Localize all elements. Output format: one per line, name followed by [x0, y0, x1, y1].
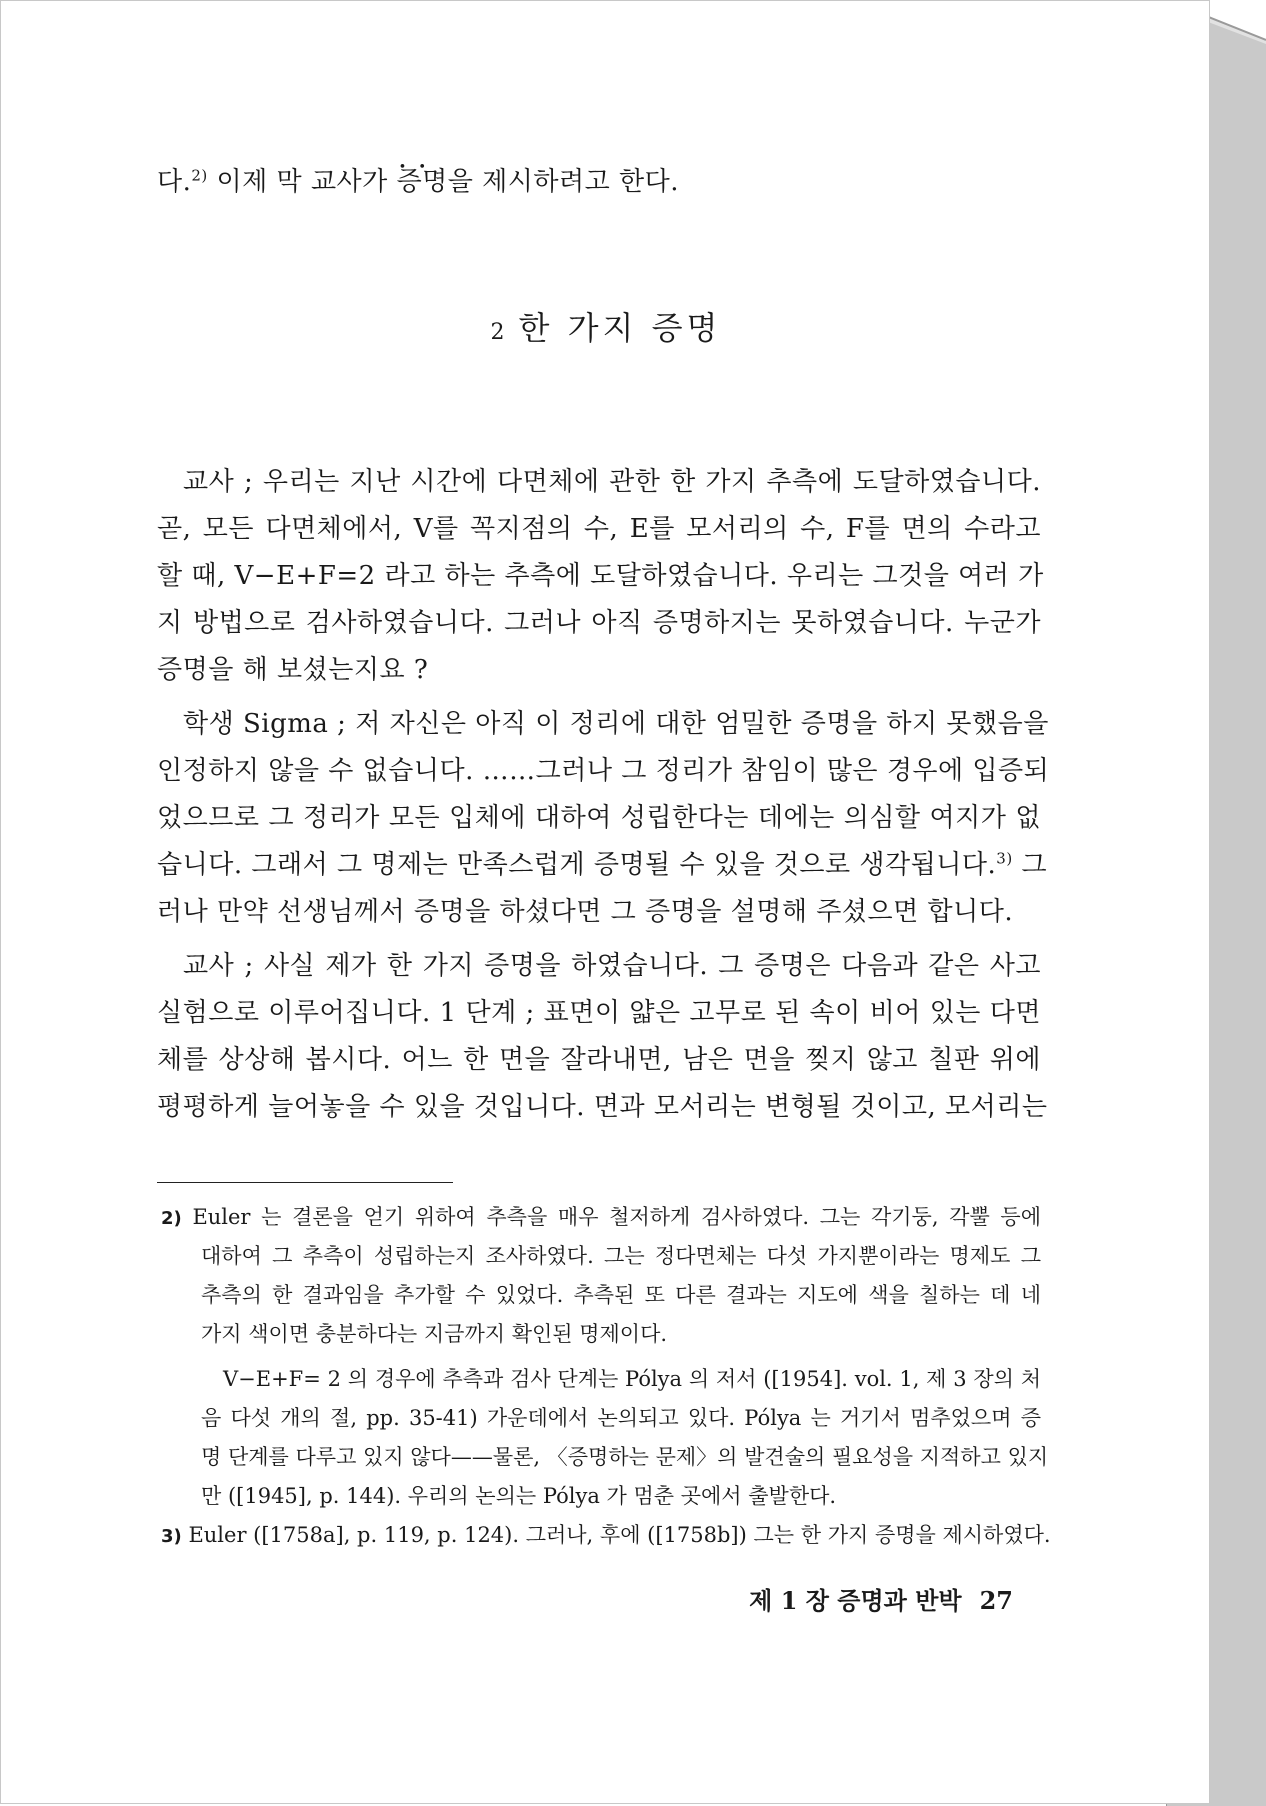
page-number: 27 [979, 1586, 1013, 1615]
footnote-2b-line: 만 ([1945], p. 144). 우리의 논의는 Pólya 가 멈춘 곳에서 출발한다. [201, 1484, 837, 1508]
section-title: 한 가지 증명 [518, 309, 722, 347]
body-line: 증명을 해 보셨는지요 ? [157, 655, 429, 685]
section-heading [1, 303, 1211, 349]
top-line-text-end: 을 제시하려고 한다. [447, 167, 680, 197]
section-number: 2 [490, 320, 505, 345]
body-line: 곧, 모든 다면체에서, V를 꼭지점의 수, E를 모서리의 수, F를 면의 수라고 [157, 514, 1041, 544]
body-line: 평평하게 늘어놓을 수 있을 것입니다. 면과 모서리는 변형될 것이고, 모서리는 [157, 1092, 1048, 1122]
footnote-2b-line: V−E+F= 2 의 경우에 추측과 검사 단계는 Pólya 의 저서 ([1954]. vol. 1, 제 3 장의 처 [223, 1367, 1041, 1391]
footnote-3-line [161, 1517, 1051, 1555]
footnote-separator [157, 1182, 453, 1183]
footnote-2-number: 2) [161, 1208, 182, 1229]
top-line-start: 다. [157, 167, 192, 197]
chapter-title: 제 1 장 증명과 반박 [749, 1586, 962, 1615]
footnote-2-line: 가지 색이면 충분하다는 지금까지 확인된 명제이다. [201, 1322, 668, 1346]
footnote-ref-3: 3) [996, 849, 1013, 868]
body-line: 할 때, V−E+F=2 라고 하는 추측에 도달하였습니다. 우리는 그것을 여러 가 [157, 561, 1044, 591]
body-line: 지 방법으로 검사하였습니다. 그러나 아직 증명하지는 못하였습니다. 누군가 [157, 608, 1041, 638]
body-line: 학생 Sigma ; 저 자신은 아직 이 정리에 대한 엄밀한 증명을 하지 못했음을 [183, 709, 1049, 739]
body-line: 었으므로 그 정리가 모든 입체에 대하여 성립한다는 데에는 의심할 여지가 없 [157, 803, 1041, 833]
body-line: 실험으로 이루어집니다. 1 단계 ; 표면이 얇은 고무로 된 속이 비어 있는 다면 [157, 998, 1041, 1028]
top-continuation-line [157, 159, 1041, 205]
footnote-2b-line: 음 다섯 개의 절, pp. 35-41) 가운데에서 논의되고 있다. Pólya 는 거기서 멈추었으며 증 [201, 1406, 1041, 1430]
body-line: 러나 만약 선생님께서 증명을 하셨다면 그 증명을 설명해 주셨으면 합니다. [157, 897, 1014, 927]
footnote-ref-2: 2) [191, 166, 208, 185]
running-footer [749, 1581, 1013, 1616]
footnote-2-line [161, 1199, 1041, 1237]
body-line-with-footnote [157, 842, 1048, 888]
body-line: 인정하지 않을 수 없습니다. ……그러나 그 정리가 참임이 많은 경우에 입증되 [157, 756, 1050, 786]
body-line-tail: 그 [1021, 850, 1048, 880]
body-line: 교사 ; 사실 제가 한 가지 증명을 하였습니다. 그 증명은 다음과 같은 사고 [183, 951, 1041, 981]
footnote-2-line: 대하여 그 추측이 성립하는지 조사하였다. 그는 정다면체는 다섯 가지뿐이라는 명제도 그 [201, 1244, 1041, 1268]
body-line: 교사 ; 우리는 지난 시간에 다면체에 관한 한 가지 추측에 도달하였습니다. [183, 467, 1041, 497]
body-line: 체를 상상해 봅시다. 어느 한 면을 잘라내면, 남은 면을 찢지 않고 칠판 위에 [157, 1045, 1041, 1075]
footnote-text: Euler ([1758a], p. 119, p. 124). 그러나, 후에 ([1758b]) 그는 한 가지 증명을 제시하였다. [188, 1523, 1051, 1547]
footnote-2-line: 추측의 한 결과임을 추가할 수 있었다. 추측된 또 다른 결과는 지도에 색을 칠하는 데 네 [201, 1283, 1041, 1307]
emphasized-word: • • 증명 [397, 167, 448, 197]
footnote-3-number: 3) [161, 1526, 182, 1547]
footnote-2b-line: 명 단계를 다루고 있지 않다——물론, 〈증명하는 문제〉의 발견술의 필요성을 지적하고 있지 [201, 1445, 1049, 1469]
top-line-text: 이제 막 교사가 [207, 167, 397, 197]
body-line-text: 습니다. 그래서 그 명제는 만족스럽게 증명될 수 있을 것으로 생각됩니다. [157, 850, 997, 880]
footnote-text: Euler 는 결론을 얻기 위하여 추측을 매우 철저하게 검사하였다. 그는 각기둥, 각뿔 등에 [192, 1205, 1041, 1229]
